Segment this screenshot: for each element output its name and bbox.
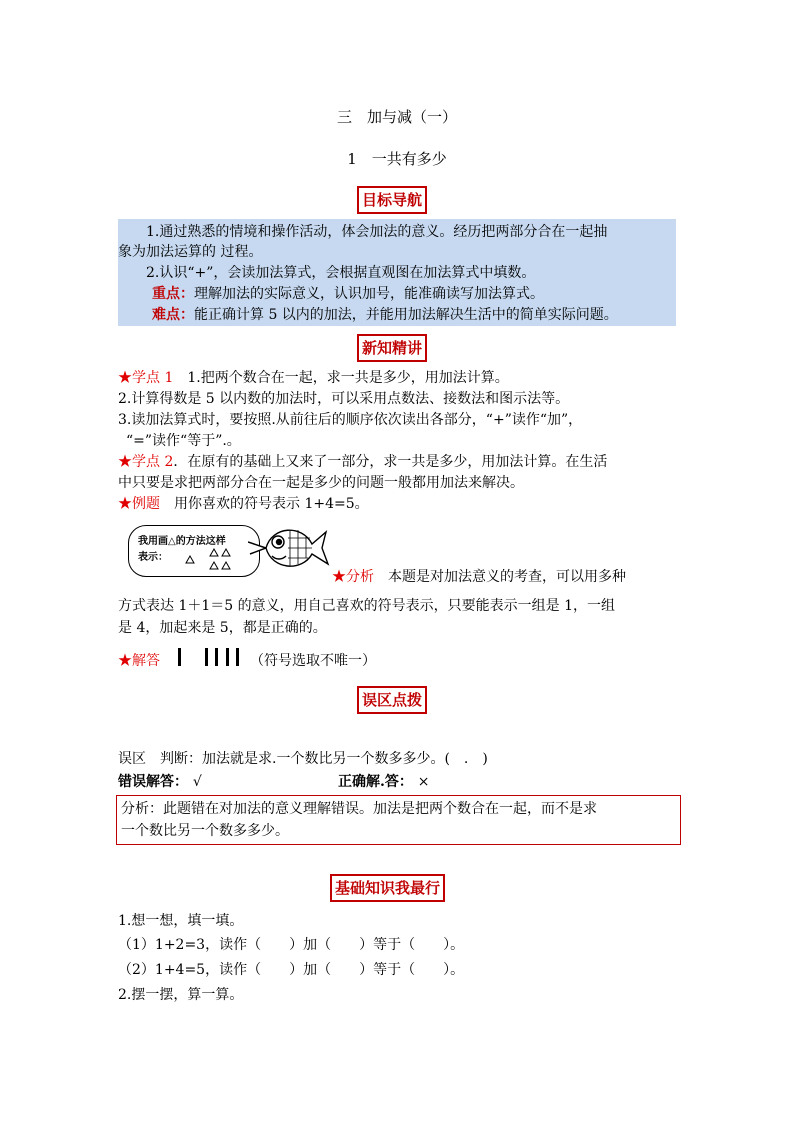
right-answer [338,772,429,792]
difficult-point-label: 难点： [152,307,194,323]
tally-mark [205,648,208,666]
analysis-line-1 [332,567,626,587]
example-text: 用你喜欢的符号表示 1+4=5。 [160,496,369,512]
triangle-symbols-icon [180,546,240,574]
misconception-label: 误区 [118,751,146,767]
difficult-point-text: 能正确计算 5 以内的加法，并能用加法解决生活中的简单实际问题。 [194,307,618,323]
point-1-text: 1.把两个数合在一起，求一共是多少，用加法计算。 [173,370,509,386]
bubble-text-1: 我用画△的方法这样 [138,536,226,547]
section-basic-heading: 基础知识我最行 [330,874,445,902]
knowledge-line-2: 2.计算得数是 5 以内数的加法时，可以采用点数法、接数法和图示法等。 [118,391,570,407]
tally-mark [226,648,229,666]
answer-label: ★解答 [118,653,160,669]
analysis-line-2: 方式表达 1＋1＝5 的意义，用自己喜欢的符号表示，只要能表示一组是 1，一组 [118,598,615,614]
wrong-answer-value: √ [192,774,202,790]
lesson-title: 1 一共有多少 [347,150,447,168]
goals-line-2: 象为加法运算的 过程。 [118,244,263,260]
knowledge-line-3: 3.读加法算式时，要按照.从前往后的顺序依次读出各部分，“+”读作“加”， [118,412,583,428]
section-goals-heading: 目标导航 [357,186,427,214]
point-2-text: ．在原有的基础上又来了一部分，求一共是多少，用加法计算。在生活 [173,454,608,470]
knowledge-line-6: 中只要是求把两部分合在一起是多少的问题一般都用加法来解决。 [118,475,524,491]
analysis-line-3: 是 4，加起来是 5，都是正确的。 [118,620,327,636]
knowledge-line-4: “=”读作“等于”.。 [126,433,241,449]
tally-mark-one [178,648,181,666]
answer-line [118,651,160,671]
key-point-text: 理解加法的实际意义，认识加号，能准确读写加法算式。 [194,286,544,302]
point-2-label: ★学点 2 [118,454,174,470]
wrong-answer [118,772,202,792]
example-line [118,494,369,514]
exercise-question-1b: （2）1+4=5，读作（ ）加（ ）等于（ ）。 [118,962,465,978]
tally-mark [236,648,239,666]
goals-difficult-point [152,305,618,325]
misconception-question [118,749,488,769]
exercise-question-1: 1.想一想，填一填。 [118,913,244,929]
misconception-analysis-line-1: 分析：此题错在对加法的意义理解错误。加法是把两个数合在一起，而不是求 [121,801,597,817]
tally-mark [215,648,218,666]
unit-title: 三 加与减（一） [336,108,457,126]
example-label: ★例题 [118,496,160,512]
wrong-answer-label: 错误解答： [118,774,188,790]
key-point-label: 重点： [152,286,194,302]
goals-line-1: 1.通过熟悉的情境和操作活动，体会加法的意义。经历把两部分合在一起抽 [146,224,608,240]
section-misconception-heading: 误区点拨 [357,686,427,714]
misconception-text: 判断：加法就是求.一个数比另一个数多多少。( . ) [146,751,488,767]
knowledge-point-1 [118,368,509,388]
section-new-knowledge-heading: 新知精讲 [357,334,427,362]
right-answer-label: 正确解.答： [338,774,413,790]
bubble-text-2: 表示： [138,552,168,563]
answer-note: （符号选取不唯一） [250,653,376,669]
analysis-text: 本题是对加法意义的考查，可以用多种 [374,569,626,585]
point-1-label: ★学点 1 [118,370,174,386]
exercise-question-1a: （1）1+2=3，读作（ ）加（ ）等于（ ）。 [118,937,465,953]
knowledge-point-2 [118,452,607,472]
analysis-label: ★分析 [332,569,374,585]
goals-line-3: 2.认识“+”，会读加法算式，会根据直观图在加法算式中填数。 [146,265,536,281]
right-answer-value: × [417,774,430,790]
misconception-analysis-line-2: 一个数比另一个数多多少。 [121,823,289,839]
goals-key-point [152,284,544,304]
exercise-question-2: 2.摆一摆，算一算。 [118,987,244,1003]
fish-illustration-icon [262,518,330,576]
